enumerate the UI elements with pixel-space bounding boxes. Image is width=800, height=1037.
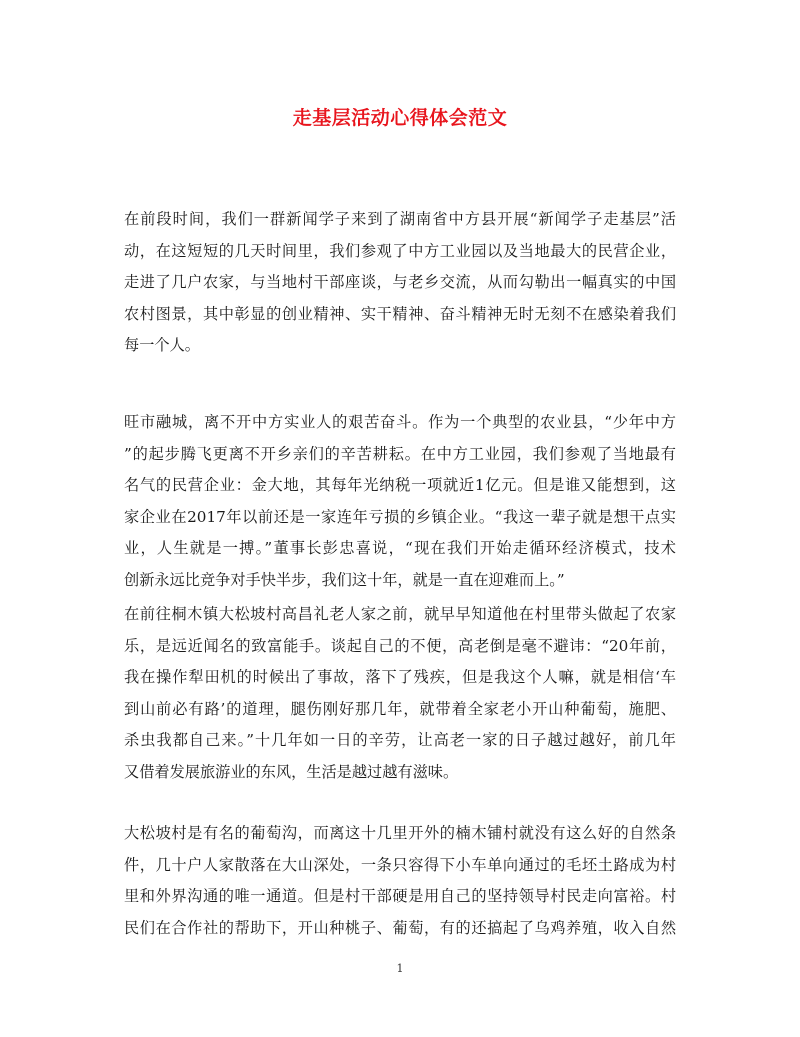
paragraph-4 <box>124 818 676 944</box>
document-title: 走基层活动心得体会范文 <box>292 107 508 129</box>
text-line: 民们在合作社的帮助下，开山种桃子、葡萄，有的还搞起了乌鸡养殖，收入自然 <box>124 918 676 937</box>
text-line: 乐，是远近闻名的致富能手。谈起自己的不便，高老倒是毫不避讳：“20年前， <box>124 636 676 655</box>
text-line: 每一个人。 <box>124 336 200 355</box>
text-line: 到山前必有路’的道理，腿伤刚好那几年，就带着全家老小开山种葡萄，施肥、 <box>124 699 676 718</box>
text-line: 件，几十户人家散落在大山深处，一条只容得下小车单向通过的毛坯土路成为村 <box>124 855 676 874</box>
text-line: 大松坡村是有名的葡萄沟，而离这十几里开外的楠木铺村就没有这么好的自然条 <box>124 824 676 842</box>
text-line: 动，在这短短的几天时间里，我们参观了中方工业园以及当地最大的民营企业， <box>124 241 676 260</box>
paragraph-3 <box>124 599 676 789</box>
text-line: 杀虫我都自己来。”十几年如一日的辛劳，让高老一家的日子越过越好，前几年 <box>124 731 676 750</box>
text-line: ”的起步腾飞更离不开乡亲们的辛苦耕耘。在中方工业园，我们参观了当地最有 <box>124 444 676 463</box>
text-line: 我在操作犁田机的时候出了事故，落下了残疾，但是我这个人嘛，就是相信‘车 <box>124 668 676 687</box>
text-line: 农村图景，其中彰显的创业精神、实干精神、奋斗精神无时无刻不在感染着我们 <box>124 304 676 323</box>
text-line: 在前段时间，我们一群新闻学子来到了湖南省中方县开展“新闻学子走基层”活 <box>124 210 676 228</box>
page-number: 1 <box>396 962 404 975</box>
text-line: 业，人生就是一搏。”董事长彭忠喜说，“现在我们开始走循环经济模式，技术 <box>124 539 676 558</box>
text-line: 走进了几户农家，与当地村干部座谈，与老乡交流，从而勾勒出一幅真实的中国 <box>124 273 676 292</box>
paragraph-1 <box>124 204 676 362</box>
text-line: 创新永远比竞争对手快半步，我们这十年，就是一直在迎难而上。” <box>124 570 565 589</box>
text-line: 在前往桐木镇大松坡村高昌礼老人家之前，就早早知道他在村里带头做起了农家 <box>124 605 676 623</box>
text-line: 旺市融城，离不开中方实业人的艰苦奋斗。作为一个典型的农业县，“少年中方 <box>124 413 676 431</box>
text-line: 名气的民营企业：金大地，其每年光纳税一项就近1亿元。但是谁又能想到，这 <box>124 476 676 495</box>
text-line: 又借着发展旅游业的东风，生活是越过越有滋味。 <box>124 762 459 781</box>
paragraph-2 <box>124 407 676 597</box>
text-line: 里和外界沟通的唯一通道。但是村干部硬是用自己的坚持领导村民走向富裕。村 <box>124 887 676 906</box>
text-line: 家企业在2017年以前还是一家连年亏损的乡镇企业。“我这一辈子就是想干点实 <box>124 507 676 526</box>
